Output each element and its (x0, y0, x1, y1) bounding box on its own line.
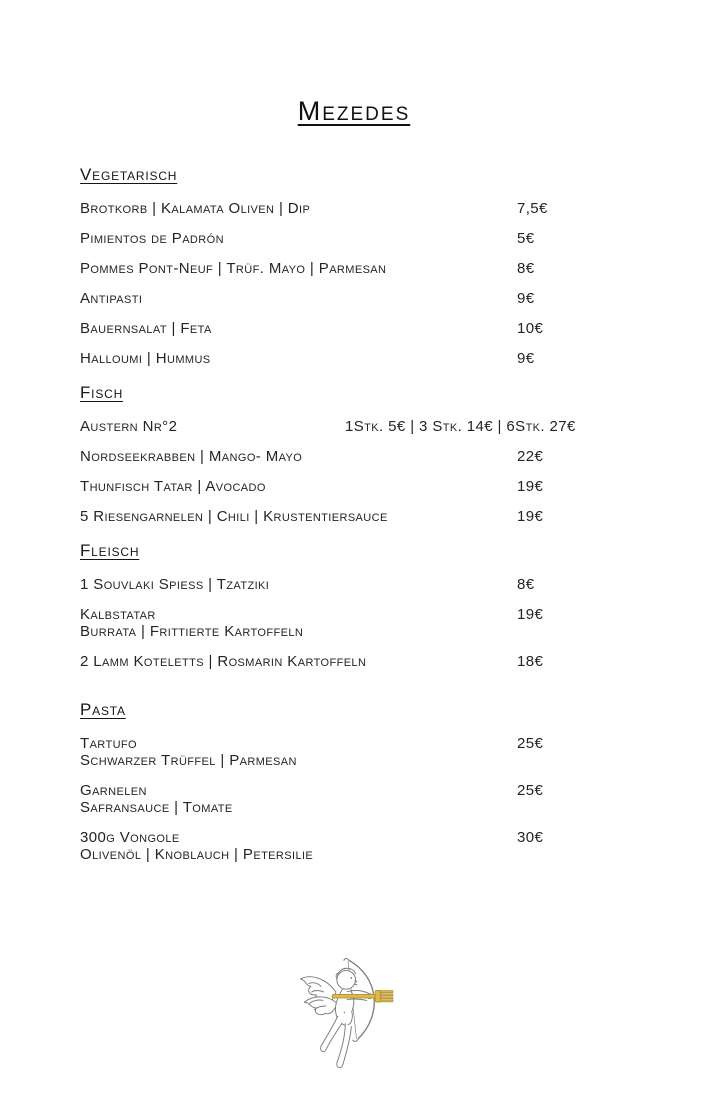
menu-item-row (80, 478, 648, 495)
item-name: Antipasti (80, 290, 143, 307)
item-price: 1Stk. 5€ | 3 Stk. 14€ | 6Stk. 27€ (345, 418, 576, 435)
item-price: 30€ (517, 829, 544, 846)
section-title: Vegetarisch (80, 165, 178, 184)
item-price: 8€ (517, 576, 535, 593)
item-price: 10€ (517, 320, 544, 337)
menu-body (0, 165, 708, 863)
item-name: 1 Souvlaki Spiess | Tzatziki (80, 576, 270, 593)
menu-page (0, 96, 708, 1120)
item-name: 5 Riesengarnelen | Chili | Krustentiersauce (80, 508, 388, 525)
menu-item-row (80, 829, 648, 863)
item-price: 8€ (517, 260, 535, 277)
item-name: Halloumi | Hummus (80, 350, 211, 367)
item-name: Tartufo (80, 735, 137, 752)
item-price: 19€ (517, 508, 544, 525)
section-pasta (80, 700, 648, 863)
menu-item-row (80, 350, 648, 367)
item-price: 25€ (517, 735, 544, 752)
menu-item-row (80, 508, 648, 525)
menu-item-row (80, 606, 648, 640)
menu-item-row (80, 230, 648, 247)
item-name: Brotkorb | Kalamata Oliven | Dip (80, 200, 311, 217)
item-price: 22€ (517, 448, 544, 465)
item-name: Pommes Pont-Neuf | Trüf. Mayo | Parmesan (80, 260, 387, 277)
item-name: Kalbstatar (80, 606, 156, 623)
section-fleisch (80, 541, 648, 670)
item-name: Pimientos de Padrón (80, 230, 224, 247)
item-price: 18€ (517, 653, 544, 670)
item-price: 7,5€ (517, 200, 548, 217)
section-title: Pasta (80, 700, 126, 719)
item-name: Nordseekrabben | Mango- Mayo (80, 448, 303, 465)
item-name: 2 Lamm Koteletts | Rosmarin Kartoffeln (80, 653, 367, 670)
page-title: Mezedes (297, 96, 411, 126)
item-name: Bauernsalat | Feta (80, 320, 212, 337)
item-sub: Burrata | Frittierte Kartoffeln (80, 623, 304, 640)
item-price: 9€ (517, 350, 535, 367)
item-price: 9€ (517, 290, 535, 307)
item-name: Garnelen (80, 782, 147, 799)
menu-item-row (80, 653, 648, 670)
menu-item-row (80, 782, 648, 816)
section-title: Fleisch (80, 541, 140, 560)
menu-item-row (80, 200, 648, 217)
section-fisch (80, 383, 648, 525)
item-sub: Olivenöl | Knoblauch | Petersilie (80, 846, 314, 863)
menu-item-row (80, 290, 648, 307)
item-sub: Safransauce | Tomate (80, 799, 233, 816)
item-price: 19€ (517, 478, 544, 495)
item-price: 19€ (517, 606, 544, 623)
item-sub: Schwarzer Trüffel | Parmesan (80, 752, 297, 769)
menu-item-row (80, 320, 648, 337)
menu-item-row (80, 418, 648, 435)
item-price: 5€ (517, 230, 535, 247)
section-title: Fisch (80, 383, 124, 402)
item-price: 25€ (517, 782, 544, 799)
item-name: Thunfisch Tatar | Avocado (80, 478, 266, 495)
menu-item-row (80, 448, 648, 465)
menu-item-row (80, 260, 648, 277)
menu-item-row (80, 735, 648, 769)
item-name: 300g Vongole (80, 829, 180, 846)
section-vegetarisch (80, 165, 648, 367)
menu-item-row (80, 576, 648, 593)
cupid-fork-icon (293, 954, 405, 1086)
item-name: Austern Nr°2 (80, 418, 178, 435)
